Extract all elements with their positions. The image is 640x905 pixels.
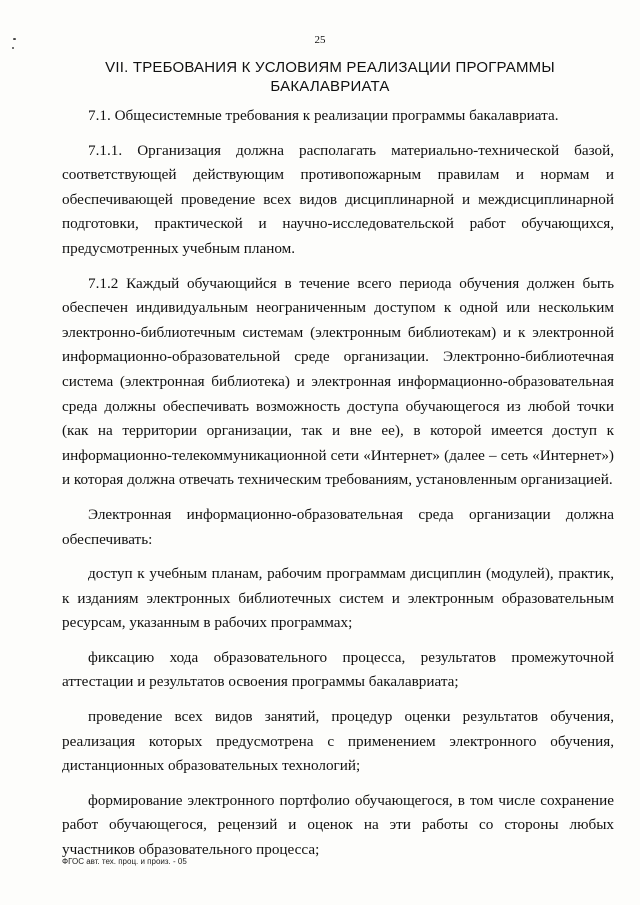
scan-speck	[12, 47, 14, 49]
paragraph: 7.1.2 Каждый обучающийся в течение всего периода обучения должен быть обеспечен индивидуальным неограниченным доступом к одной или нескольким электронно-библиотечным системам (электронным библиотекам) и к электронной информационно-образовательной среде организации. Электронно-библиотечная система (электронная библиотека) и электронная информационно-образовательная среда должны обеспечивать возможность доступа обучающегося из любой точки (как на территории организации, так и вне ее), в которой имеется доступ к информационно-телекоммуникационной сети «Интернет» (далее – сеть «Интернет») и которая должна отвечать техническим требованиям, установленным организацией.	[62, 274, 614, 489]
paragraph: 7.1.1. Организация должна располагать материально-технической базой, соответствующей действующим противопожарным правилам и нормам и обеспечивающей проведение всех видов дисциплинарной и междисциплинарной подготовки, практической и научно-исследовательской работ обучающихся, предусмотренных учебным планом.	[62, 141, 614, 257]
document-body	[62, 104, 614, 863]
page-footer: ФГОС авт. тех. проц. и произ. - 05	[62, 857, 187, 866]
list-item: фиксацию хода образовательного процесса, результатов промежуточной аттестации и результатов освоения программы бакалавриата;	[62, 648, 614, 691]
list-item: формирование электронного портфолио обучающегося, в том числе сохранение работ обучающегося, рецензий и оценок на эти работы со стороны любых участников образовательного процесса;	[62, 791, 614, 859]
paragraph: 7.1. Общесистемные требования к реализации программы бакалавриата.	[88, 107, 559, 124]
section-heading: VII. ТРЕБОВАНИЯ К УСЛОВИЯМ РЕАЛИЗАЦИИ ПРОГРАММЫ БАКАЛАВРИАТА	[105, 59, 555, 95]
page-number: 25	[314, 34, 326, 46]
list-item: доступ к учебным планам, рабочим программам дисциплин (модулей), практик, к изданиям электронных библиотечных систем и электронным образовательным ресурсам, указанным в рабочих программах;	[62, 565, 614, 632]
paragraph: Электронная информационно-образовательная среда организации должна обеспечивать:	[62, 505, 614, 548]
list-item: проведение всех видов занятий, процедур оценки результатов обучения, реализация которых предусмотрена с применением электронного обучения, дистанционных образовательных технологий;	[62, 708, 614, 775]
